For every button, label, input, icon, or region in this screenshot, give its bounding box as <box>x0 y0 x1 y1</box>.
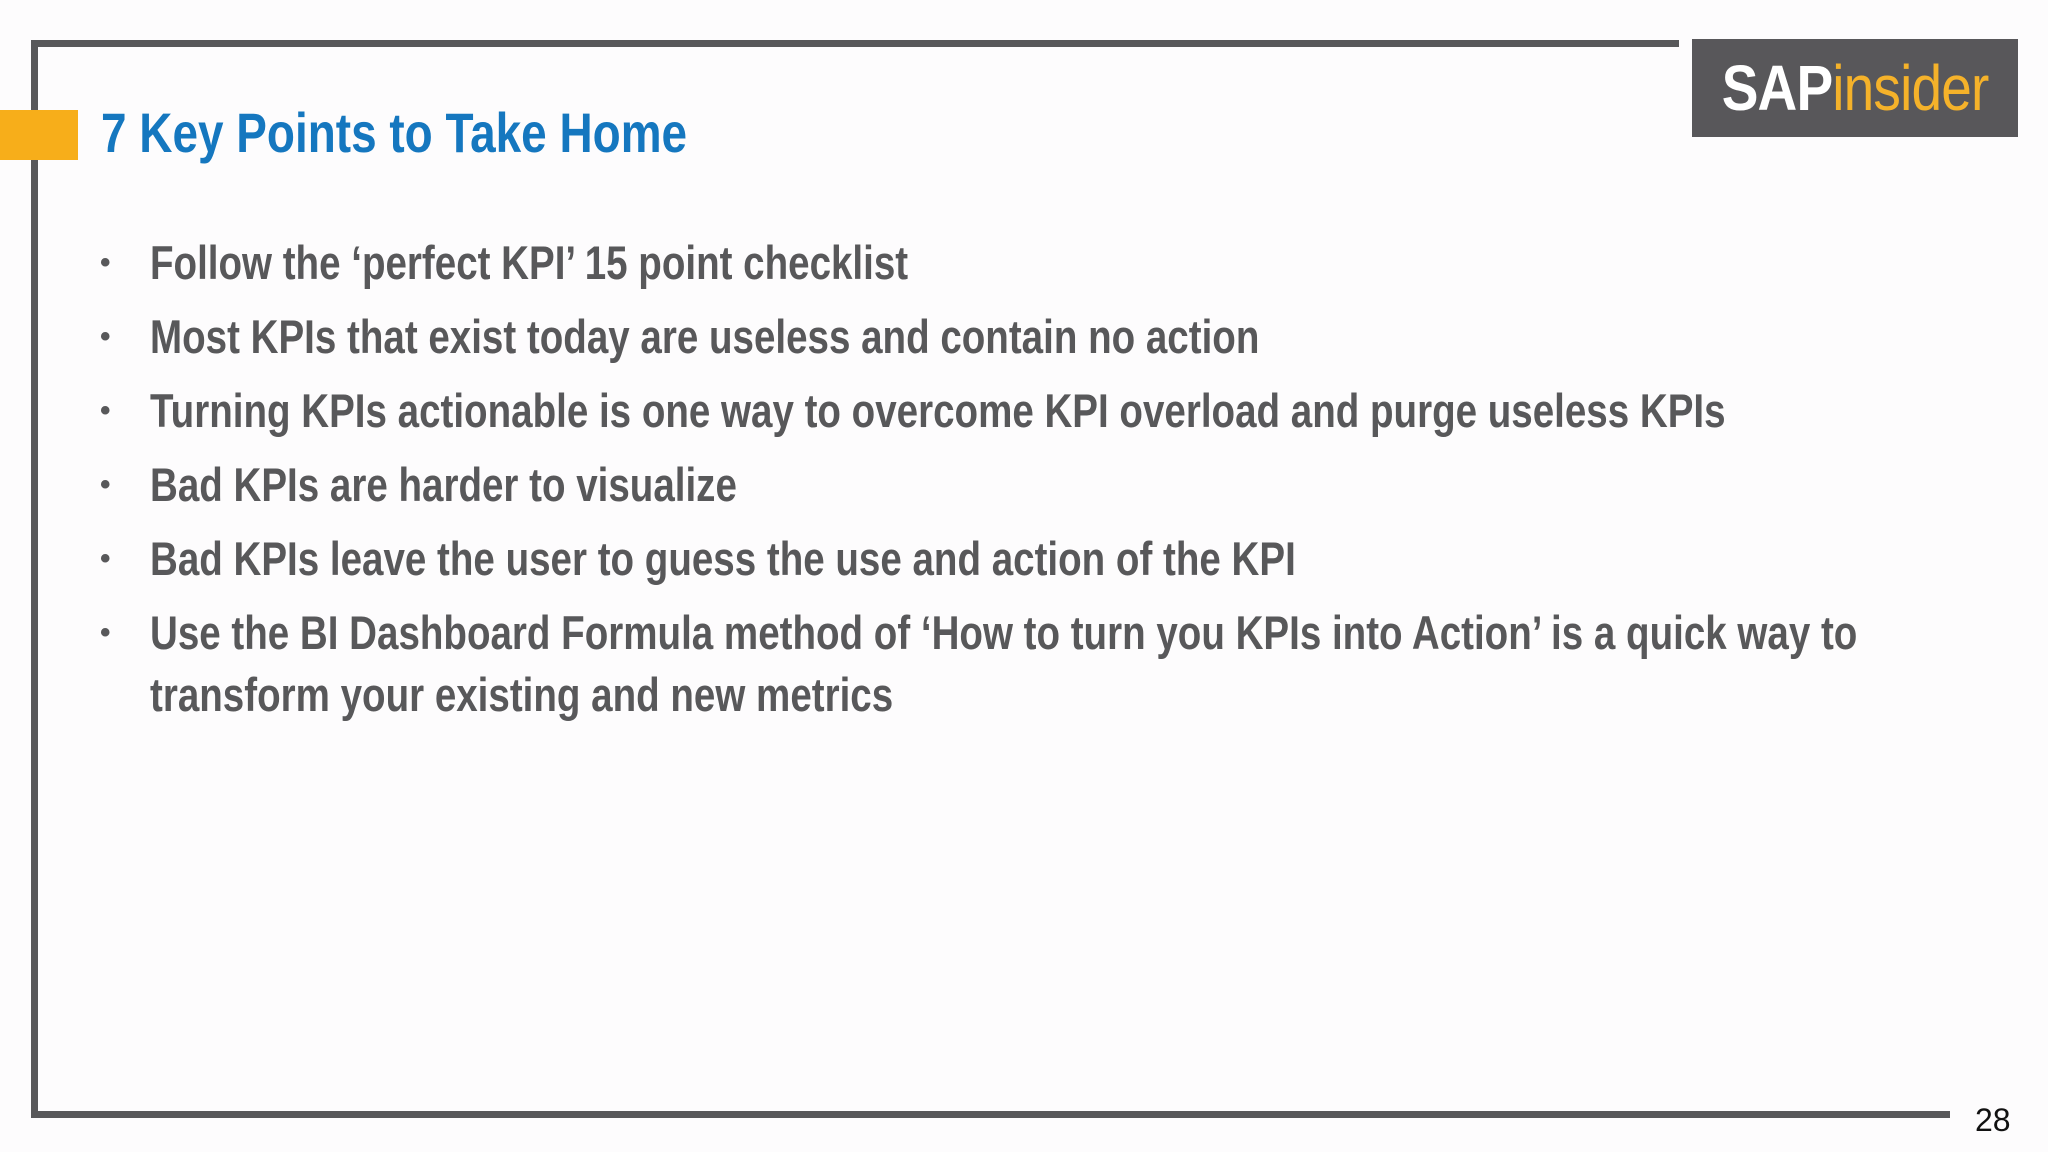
list-item <box>100 602 2000 726</box>
page-number: 28 <box>1975 1102 2011 1138</box>
list-item-text: Most KPIs that exist today are useless and contain no action <box>150 310 1260 363</box>
list-item <box>100 380 2000 442</box>
frame-bottom-border <box>31 1111 1950 1118</box>
bullet-icon: • <box>100 616 111 649</box>
title-accent-tab <box>0 110 78 160</box>
list-item <box>100 528 2000 590</box>
bullet-icon: • <box>100 468 111 501</box>
list-item-text: Use the BI Dashboard Formula method of ‘How to turn you KPIs into Action’ is a quick way to transform your existing and new metrics <box>150 606 1858 721</box>
list-item <box>100 306 2000 368</box>
slide-title: 7 Key Points to Take Home <box>101 101 688 164</box>
list-item-text: Bad KPIs leave the user to guess the use and action of the KPI <box>150 532 1296 585</box>
bullet-icon: • <box>100 542 111 575</box>
bullet-icon: • <box>100 394 111 427</box>
list-item <box>100 232 2000 294</box>
logo-wordmark <box>1721 52 1989 124</box>
list-item-text: Turning KPIs actionable is one way to overcome KPI overload and purge useless KPIs <box>150 384 1726 437</box>
frame-left-border <box>31 40 38 1118</box>
logo-sap-text: SAP <box>1721 52 1833 124</box>
list-item <box>100 454 2000 516</box>
sapinsider-logo <box>1692 39 2018 137</box>
list-item-text: Bad KPIs are harder to visualize <box>150 458 737 511</box>
bullet-icon: • <box>100 320 111 353</box>
list-item-text: Follow the ‘perfect KPI’ 15 point checklist <box>150 236 909 289</box>
logo-insider-text: insider <box>1832 52 1989 124</box>
frame-top-border <box>31 40 1679 47</box>
bullet-icon: • <box>100 246 111 279</box>
key-points-list <box>100 232 2000 738</box>
